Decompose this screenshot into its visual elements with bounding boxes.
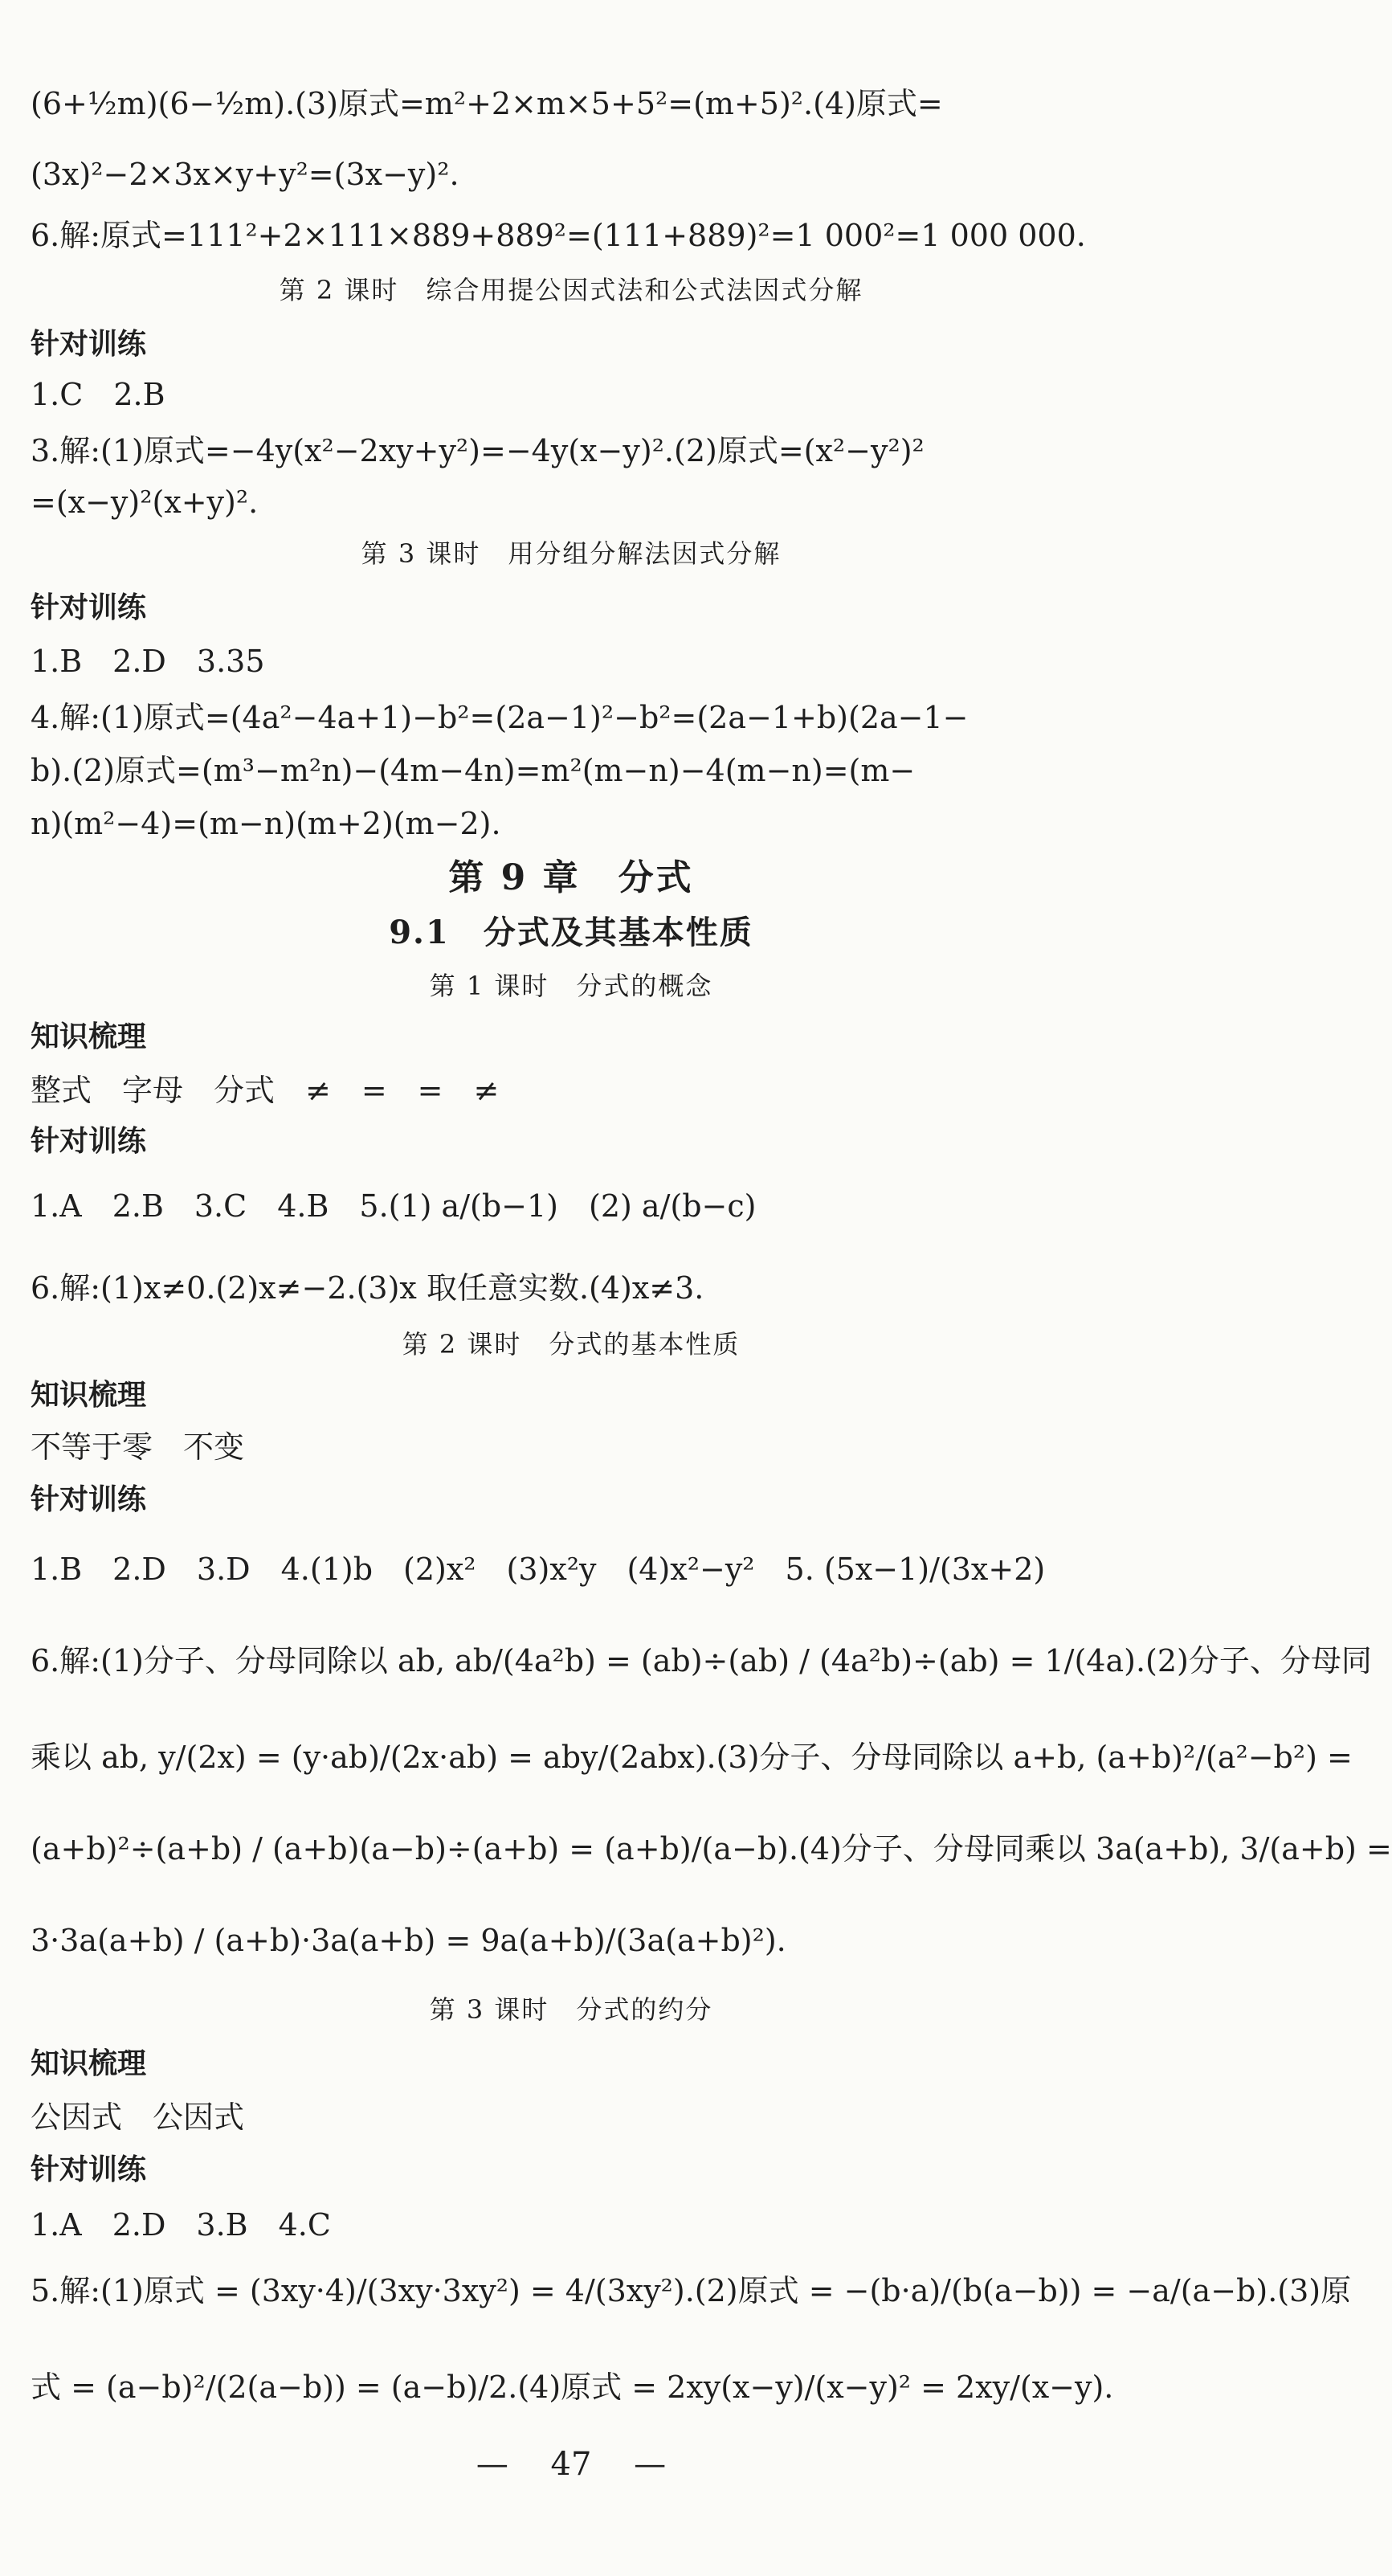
section-heading: 知识梳理 [31, 1379, 147, 1412]
answer-line: 1.A 2.B 3.C 4.B 5.(1) a/(b−1) (2) a/(b−c) [31, 1188, 757, 1224]
answer-line: 4.解:(1)原式=(4a²−4a+1)−b²=(2a−1)²−b²=(2a−1+b)(2a−1− [31, 700, 969, 735]
lesson-heading: 第 3 课时 用分组分解法因式分解 [361, 538, 782, 569]
answer-line: 整式 字母 分式 ≠ = = ≠ [31, 1073, 500, 1108]
answer-line: (3x)²−2×3x×y+y²=(3x−y)². [31, 157, 459, 192]
answer-line: 公因式 公因式 [31, 2100, 245, 2135]
section-heading: 知识梳理 [31, 1020, 147, 1053]
answer-line: 6.解:(1)x≠0.(2)x≠−2.(3)x 取任意实数.(4)x≠3. [31, 1270, 704, 1306]
answer-line: (a+b)²÷(a+b) / (a+b)(a−b)÷(a+b) = (a+b)/(a−b).(4)分子、分母同乘以 3a(a+b), 3/(a+b) = [31, 1831, 1392, 1867]
lesson-heading: 第 3 课时 分式的约分 [429, 1994, 713, 2025]
answer-line: 式 = (a−b)²/(2(a−b)) = (a−b)/2.(4)原式 = 2xy(x−y)/(x−y)² = 2xy/(x−y). [31, 2370, 1114, 2405]
answer-line: 乘以 ab, y/(2x) = (y·ab)/(2x·ab) = aby/(2abx).(3)分子、分母同除以 a+b, (a+b)²/(a²−b²) = [31, 1740, 1353, 1775]
answer-line: 1.B 2.D 3.D 4.(1)b (2)x² (3)x²y (4)x²−y² 5. (5x−1)/(3x+2) [31, 1552, 1046, 1587]
answer-line: 1.B 2.D 3.35 [31, 644, 265, 679]
section-heading: 针对训练 [31, 1125, 147, 1158]
answer-line: (6+½m)(6−½m).(3)原式=m²+2×m×5+5²=(m+5)².(4)原式= [31, 86, 943, 121]
answer-line: 不等于零 不变 [31, 1429, 245, 1465]
answer-line: 6.解:原式=111²+2×111×889+889²=(111+889)²=1 000²=1 000 000. [31, 218, 1086, 253]
answer-line: 1.C 2.B [31, 377, 165, 412]
chapter-title: 第 9 章 分式 [448, 857, 694, 898]
answer-line: 5.解:(1)原式 = (3xy·4)/(3xy·3xy²) = 4/(3xy²).(2)原式 = −(b·a)/(b(a−b)) = −a/(a−b).(3)原 [31, 2273, 1352, 2308]
lesson-heading: 第 1 课时 分式的概念 [429, 971, 713, 1001]
section-heading: 针对训练 [31, 591, 147, 624]
section-heading: 针对训练 [31, 1483, 147, 1516]
answer-line: 3·3a(a+b) / (a+b)·3a(a+b) = 9a(a+b)/(3a(a+b)²). [31, 1923, 786, 1958]
section-title: 9.1 分式及其基本性质 [389, 914, 753, 951]
section-heading: 知识梳理 [31, 2047, 147, 2080]
answer-line: n)(m²−4)=(m−n)(m+2)(m−2). [31, 806, 501, 841]
section-heading: 针对训练 [31, 328, 147, 361]
lesson-heading: 第 2 课时 综合用提公因式法和公式法因式分解 [279, 275, 863, 305]
answer-line: b).(2)原式=(m³−m²n)−(4m−4n)=m²(m−n)−4(m−n)=(m− [31, 753, 916, 788]
answer-line: 6.解:(1)分子、分母同除以 ab, ab/(4a²b) = (ab)÷(ab) / (4a²b)÷(ab) = 1/(4a).(2)分子、分母同 [31, 1643, 1372, 1678]
answer-line: 1.A 2.D 3.B 4.C [31, 2207, 331, 2243]
lesson-heading: 第 2 课时 分式的基本性质 [402, 1329, 741, 1360]
section-heading: 针对训练 [31, 2153, 147, 2186]
answer-line: =(x−y)²(x+y)². [31, 485, 259, 520]
answer-line: 3.解:(1)原式=−4y(x²−2xy+y²)=−4y(x−y)².(2)原式=(x²−y²)² [31, 433, 925, 468]
page-number: — 47 — [476, 2446, 667, 2483]
